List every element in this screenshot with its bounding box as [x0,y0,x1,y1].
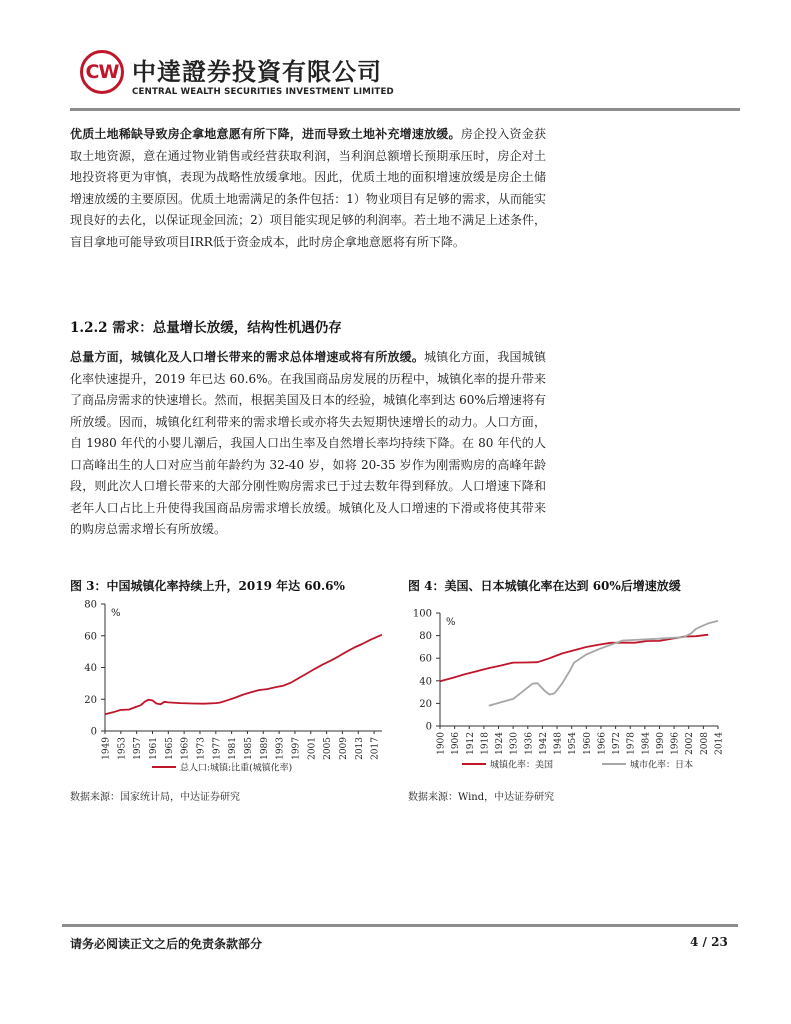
paragraph-body: 房企投入资金获取土地资源，意在通过物业销售或经营获取利润，当利润总额增长预期承压时，房企对土地投资将更为审慎，表现为战略性放缓拿地。因此，优质土地的面积增速放缓是房企土储增速放缓的主要原因。优质土地需满足的条件包括：1）物业项目有足够的需求，从而能实现良好的去化，以保证现金回流；2）项目能实现足够的利润率。若土地不满足上述条件，盲目拿地可能导致项目IRR低于资金成本，此时房企拿地意愿将有所下降。 [70,127,546,249]
page-number: 4 / 23 [690,935,728,949]
x-tick-label: 1906 [451,732,462,755]
x-tick-label: 2001 [307,737,318,760]
x-tick-label: 2008 [699,732,710,755]
legend-label: 城市化率：日本 [630,760,694,771]
x-tick-label: 1977 [212,737,223,760]
paragraph-demand [70,347,546,541]
company-name-cn: 中達證券投資有限公司 [132,58,382,86]
series-line-1 [440,635,708,682]
y-tick-label: 80 [84,599,97,611]
x-tick-label: 1965 [164,737,175,760]
x-tick-label: 1948 [553,732,564,755]
x-tick-label: 1996 [670,732,681,755]
x-tick-label: 1989 [259,737,270,760]
x-tick-label: 1972 [612,732,623,755]
figure4-chart [400,605,740,780]
section-heading: 1.2.2 需求：总量增长放缓，结构性机遇仍存 [70,320,342,336]
x-tick-label: 2013 [354,737,365,760]
y-tick-label: 20 [84,694,97,706]
y-tick-label: 40 [84,663,97,674]
company-logo: CW [85,61,119,83]
unit-label: % [111,608,121,619]
company-name-en: CENTRAL WEALTH SECURITIES INVESTMENT LIMITED [132,87,394,97]
footer-disclaimer: 请务必阅读正文之后的免责条款部分 [70,937,263,951]
y-tick-label: 0 [90,726,97,738]
x-tick-label: 1993 [275,737,286,760]
y-tick-label: 20 [419,698,432,710]
paragraph-body: 城镇化方面，我国城镇化率快速提升，2019 年已达 60.6%。在我国商品房发展的历程中，城镇化率的提升带来了商品房需求的快速增长。然而，根据美国及日本的经验，城镇化率到达 60%后增速将有所放缓。因而，城镇化红利带来的需求增长或亦将失去短期快速增长的动力。人口方面，自 1980 年代的小婴儿潮后，我国人口出生率及自然增长率均持续下降。在 80 年代的人口高峰出生的人口对应当前年龄约为 32-40 岁，如将 20-35 岁作为刚需购房的高峰年龄段，则此次人口增长带来的大部分刚性购房需求已于过去数年得到释放。人口增速下降和老年人口占比上升使得我国商品房需求增长放缓。城镇化及人口增速的下滑或将使其带来的购房总需求增长有所放缓。 [70,350,546,536]
figure4-source: 数据来源：Wind，中达证券研究 [408,792,555,803]
x-tick-label: 1942 [538,732,549,755]
x-tick-label: 1966 [597,732,608,755]
x-tick-label: 2014 [714,732,725,755]
unit-label: % [446,617,456,628]
legend-label: 总人口:城镇:比重(城镇化率) [180,763,293,774]
x-tick-label: 1949 [101,737,112,760]
paragraph-land-supply [70,124,546,253]
x-tick-label: 1936 [524,732,535,755]
legend-label: 城镇化率：美国 [490,760,554,771]
paragraph-lead: 优质土地稀缺导致房企拿地意愿有所下降，进而导致土地补充增速放缓。 [70,127,461,141]
footer-divider [62,924,738,927]
x-tick-label: 1954 [568,732,579,755]
x-tick-label: 1900 [436,732,447,755]
header-divider [70,108,740,111]
x-tick-label: 2005 [323,737,334,760]
x-tick-label: 1912 [465,732,476,755]
x-tick-label: 1953 [117,737,128,760]
x-tick-label: 1969 [180,737,191,760]
x-tick-label: 1984 [641,732,652,755]
figure3-source: 数据来源：国家统计局，中达证券研究 [70,792,240,803]
x-tick-label: 1978 [626,732,637,755]
x-tick-label: 1918 [480,732,491,755]
x-tick-label: 2009 [338,737,349,760]
series-line-1 [105,635,382,714]
figure3-chart [60,595,390,780]
y-tick-label: 100 [412,608,432,620]
x-tick-label: 1997 [291,737,302,760]
figure3-title: 图 3：中国城镇化率持续上升，2019 年达 60.6% [70,579,345,593]
y-tick-label: 60 [84,631,97,643]
x-tick-label: 1924 [495,732,506,755]
x-tick-label: 1990 [655,732,666,755]
y-tick-label: 40 [419,676,432,688]
y-tick-label: 80 [419,631,432,643]
x-tick-label: 1961 [148,737,159,760]
paragraph-lead: 总量方面，城镇化及人口增长带来的需求总体增速或将有所放缓。 [70,350,425,364]
figure4-title: 图 4：美国、日本城镇化率在达到 60%后增速放缓 [408,579,681,593]
x-tick-label: 2002 [685,732,696,755]
x-tick-label: 1960 [582,732,593,755]
x-tick-label: 1985 [243,737,254,760]
x-tick-label: 1930 [509,732,520,755]
x-tick-label: 1981 [228,737,239,760]
x-tick-label: 1973 [196,737,207,760]
y-tick-label: 60 [419,653,432,665]
x-tick-label: 2017 [370,737,381,760]
y-tick-label: 0 [425,721,432,733]
x-tick-label: 1957 [133,737,144,760]
